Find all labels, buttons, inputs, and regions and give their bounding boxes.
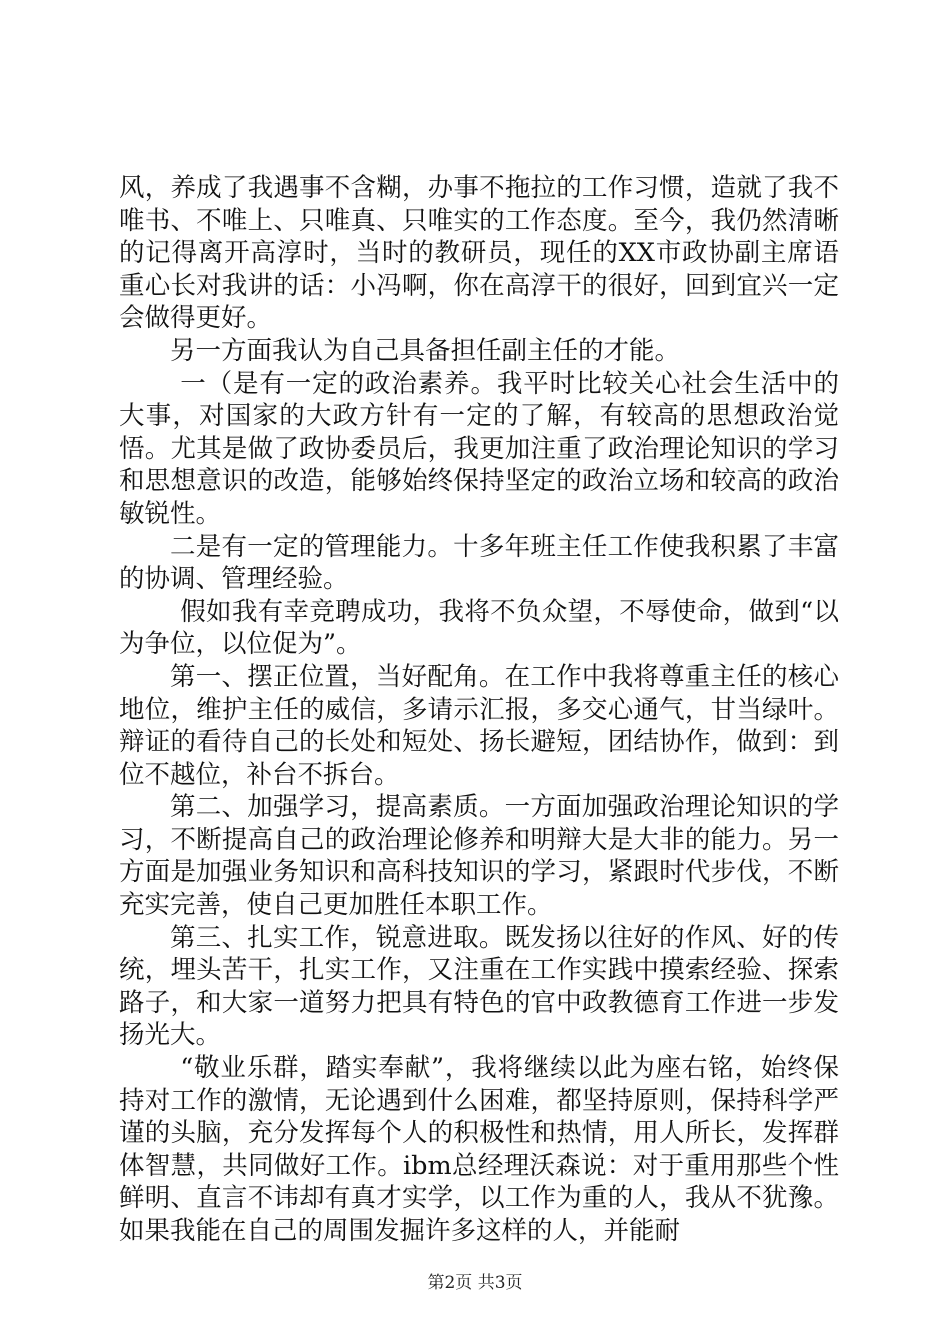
paragraph-point-three: 第三、扎实工作，锐意进取。既发扬以往好的作风、好的传统，埋头苦干，扎实工作，又注重在工作实践中摸索经验、探索路子，和大家一道努力把具有特色的官中政教德育工作进一步发扬光大。 [119, 922, 839, 1051]
page-number-footer: 第2页 共3页 [427, 1273, 523, 1293]
paragraph-point-two: 第二、加强学习，提高素质。一方面加强政治理论知识的学习，不断提高自己的政治理论修养和明辩大是大非的能力。另一方面是加强业务知识和高科技知识的学习，紧跟时代步伐，不断充实完善，使自己更加胜任本职工作。 [119, 792, 839, 921]
document-body [119, 172, 839, 1248]
paragraph-motto: “敬业乐群，踏实奉献”，我将继续以此为座右铭，始终保持对工作的激情，无论遇到什么困难，都坚持原则，保持科学严谨的头脑，充分发挥每个人的积极性和热情，用人所长，发挥群体智慧，共同做好工作。ibm总经理沃森说：对于重用那些个性鲜明、直言不讳却有真才实学，以工作为重的人，我从不犹豫。如果我能在自己的周围发掘许多这样的人，并能耐 [119, 1053, 839, 1246]
paragraph-management-ability: 二是有一定的管理能力。十多年班主任工作使我积累了丰富的协调、管理经验。 [119, 531, 839, 595]
paragraph-commitment: 假如我有幸竞聘成功，我将不负众望，不辱使命，做到“以为争位，以位促为”。 [119, 596, 839, 660]
paragraph-continuation: 风，养成了我遇事不含糊，办事不拖拉的工作习惯，造就了我不唯书、不唯上、只唯真、只唯实的工作态度。至今，我仍然清晰的记得离开高淳时，当时的教研员，现任的XX市政协副主席语重心长对我讲的话：小冯啊，你在高淳干的很好，回到宜兴一定会做得更好。 [119, 173, 839, 334]
paragraph-abilities-intro: 另一方面我认为自己具备担任副主任的才能。 [170, 335, 681, 366]
paragraph-point-one: 第一、摆正位置，当好配角。在工作中我将尊重主任的核心地位，维护主任的威信，多请示汇报，多交心通气，甘当绿叶。辩证的看待自己的长处和短处、扬长避短，团结协作，做到：到位不越位，补台不拆台。 [119, 661, 839, 790]
paragraph-political-quality: 一（是有一定的政治素养。我平时比较关心社会生活中的大事，对国家的大政方针有一定的了解，有较高的思想政治觉悟。尤其是做了政协委员后，我更加注重了政治理论知识的学习和思想意识的改造，能够始终保持坚定的政治立场和较高的政治敏锐性。 [119, 368, 839, 529]
